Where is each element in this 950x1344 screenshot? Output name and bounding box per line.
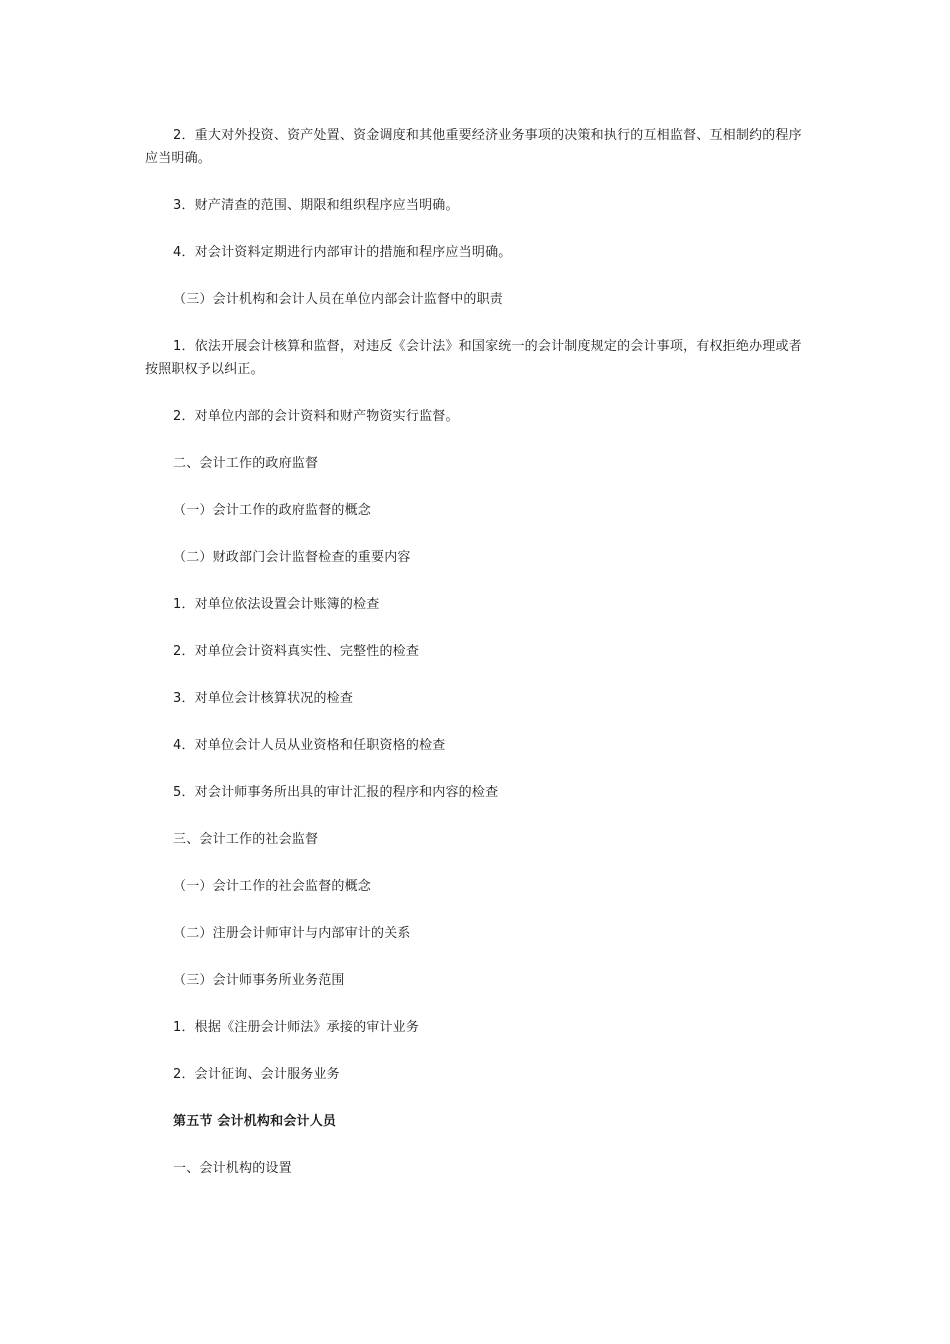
document-page xyxy=(145,124,805,1204)
paragraph: 1．根据《注册会计师法》承接的审计业务 xyxy=(173,1020,420,1035)
paragraph: （三）会计师事务所业务范围 xyxy=(173,973,345,988)
paragraph: （二）注册会计师审计与内部审计的关系 xyxy=(173,926,411,941)
paragraph: （一）会计工作的政府监督的概念 xyxy=(173,503,372,518)
paragraph: 一、会计机构的设置 xyxy=(173,1161,292,1176)
section-heading: 第五节 会计机构和会计人员 xyxy=(173,1114,337,1129)
paragraph: （三）会计机构和会计人员在单位内部会计监督中的职责 xyxy=(173,292,504,307)
paragraph: 1．对单位依法设置会计账簿的检查 xyxy=(173,597,380,612)
paragraph: （一）会计工作的社会监督的概念 xyxy=(173,879,372,894)
paragraph: 三、会计工作的社会监督 xyxy=(173,832,319,847)
paragraph: 3．对单位会计核算状况的检查 xyxy=(173,691,354,706)
paragraph: 2．重大对外投资、资产处置、资金调度和其他重要经济业务事项的决策和执行的互相监督、互相制约的程序应当明确。 xyxy=(145,128,802,166)
paragraph: 5．对会计师事务所出具的审计汇报的程序和内容的检查 xyxy=(173,785,499,800)
paragraph: 4．对会计资料定期进行内部审计的措施和程序应当明确。 xyxy=(173,245,512,260)
paragraph: 二、会计工作的政府监督 xyxy=(173,456,319,471)
paragraph: 2．会计征询、会计服务业务 xyxy=(173,1067,340,1082)
paragraph: 1．依法开展会计核算和监督，对违反《会计法》和国家统一的会计制度规定的会计事项，有权拒绝办理或者按照职权予以纠正。 xyxy=(145,339,802,377)
paragraph: 2．对单位会计资料真实性、完整性的检查 xyxy=(173,644,420,659)
paragraph: 3．财产清查的范围、期限和组织程序应当明确。 xyxy=(173,198,459,213)
paragraph: 4．对单位会计人员从业资格和任职资格的检查 xyxy=(173,738,446,753)
paragraph: 2．对单位内部的会计资料和财产物资实行监督。 xyxy=(173,409,459,424)
paragraph: （二）财政部门会计监督检查的重要内容 xyxy=(173,550,411,565)
